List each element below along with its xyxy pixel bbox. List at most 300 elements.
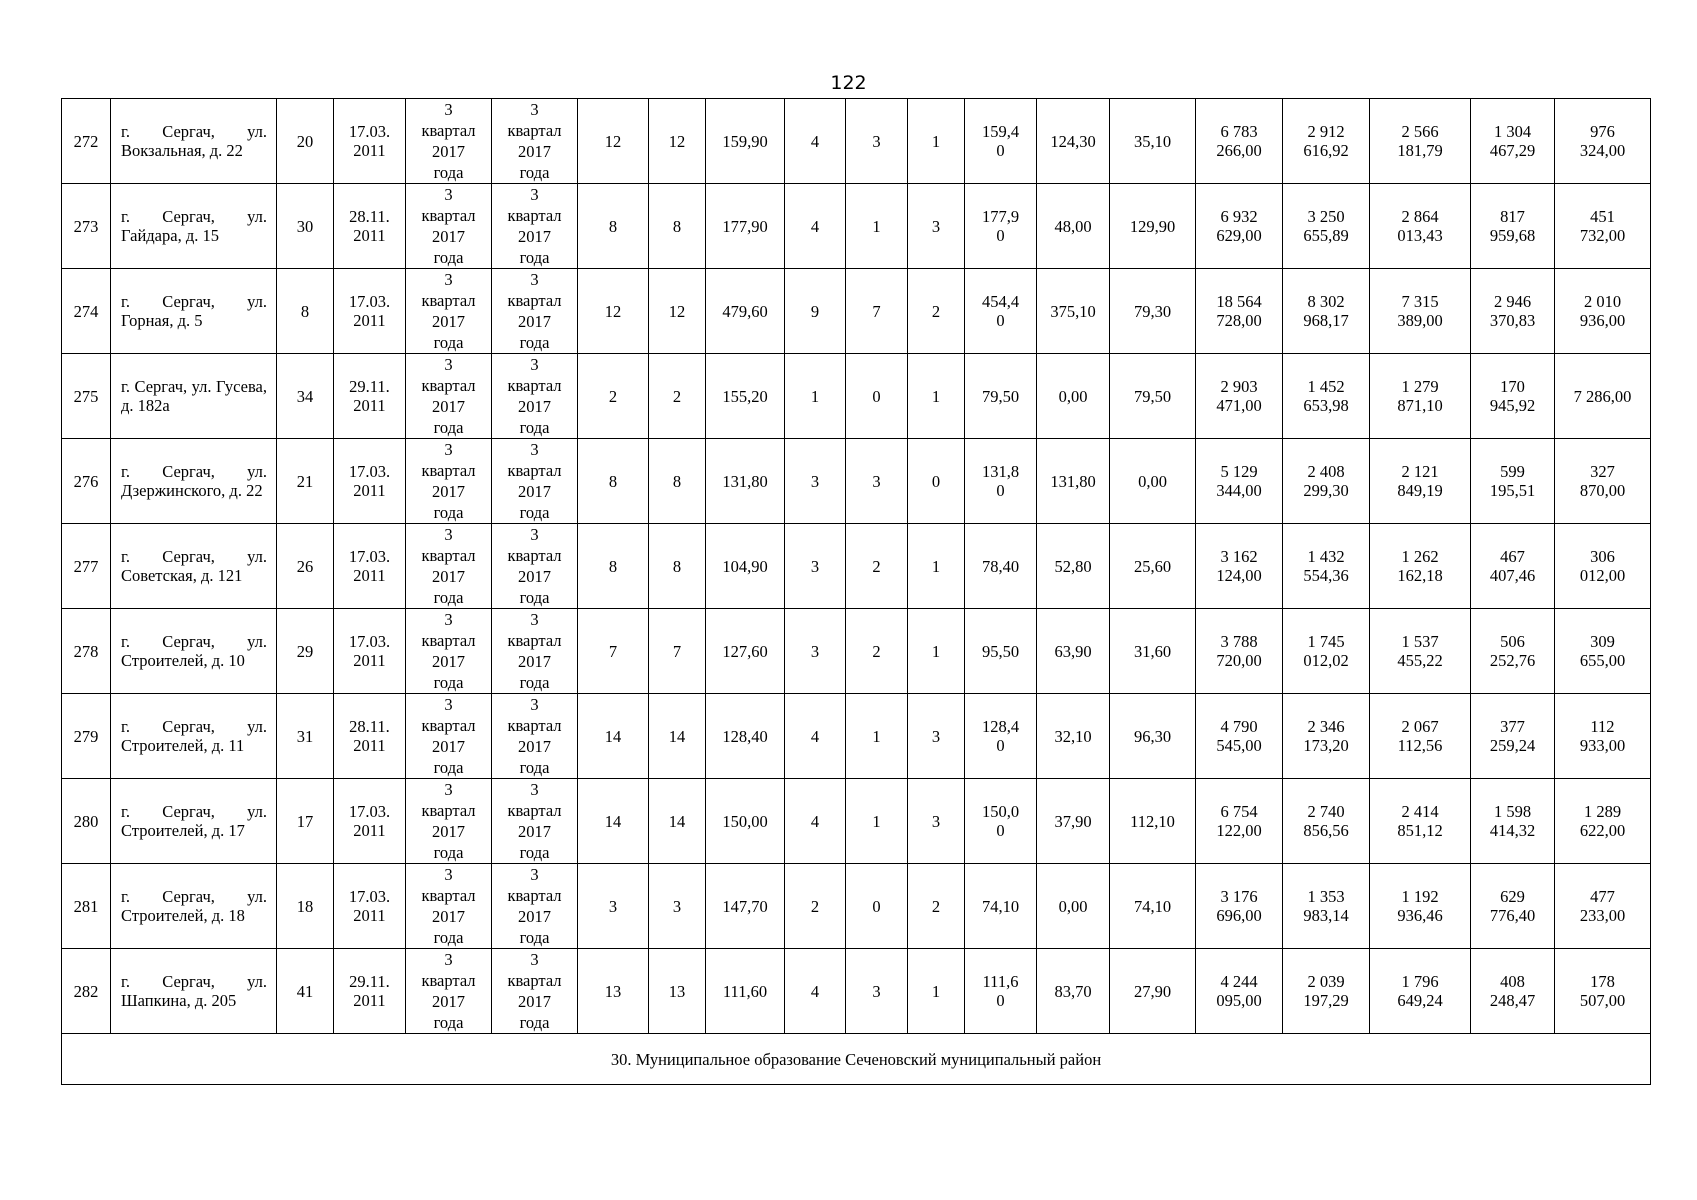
cell-line: 856,56	[1303, 821, 1349, 840]
cell-c20	[1555, 694, 1651, 779]
cell-line: 477	[1590, 887, 1615, 906]
cell-c18	[1370, 694, 1471, 779]
cell-no: 281	[62, 864, 111, 949]
cell-c20	[1555, 269, 1651, 354]
cell-line: года	[519, 418, 550, 437]
cell-line: 252,76	[1489, 651, 1536, 670]
cell-line: 2 740	[1307, 802, 1345, 821]
cell-date	[334, 864, 406, 949]
cell-line: 2017	[432, 397, 465, 416]
cell-c14: 37,90	[1037, 779, 1110, 864]
cell-line: 4 790	[1220, 717, 1258, 736]
cell-line: 170	[1500, 377, 1525, 396]
cell-no: 277	[62, 524, 111, 609]
cell-c16	[1196, 99, 1283, 184]
cell-line: 162,18	[1397, 566, 1443, 585]
cell-line: года	[433, 758, 464, 777]
cell-line: 0	[996, 736, 1005, 755]
cell-c14: 32,10	[1037, 694, 1110, 779]
cell-line: 3	[530, 525, 539, 544]
cell-c9: 155,20	[706, 354, 785, 439]
cell-date	[334, 354, 406, 439]
cell-q1	[406, 99, 492, 184]
cell-line: 197,29	[1303, 991, 1349, 1010]
cell-line: 968,17	[1303, 311, 1349, 330]
cell-line: года	[433, 418, 464, 437]
cell-c15: 79,30	[1110, 269, 1196, 354]
cell-line: 3	[530, 695, 539, 714]
cell-c10: 9	[785, 269, 846, 354]
cell-line: 4 244	[1220, 972, 1258, 991]
cell-line: квартал	[507, 716, 562, 735]
cell-line: 849,19	[1397, 481, 1443, 500]
cell-line: 3 176	[1220, 887, 1258, 906]
cell-c17	[1283, 99, 1370, 184]
cell-no: 275	[62, 354, 111, 439]
cell-line: 3	[530, 950, 539, 969]
cell-line: 1 353	[1307, 887, 1345, 906]
cell-no: 273	[62, 184, 111, 269]
cell-line: года	[433, 248, 464, 267]
cell-line: 2 903	[1220, 377, 1258, 396]
cell-c20	[1555, 354, 1651, 439]
cell-line: квартал	[421, 971, 476, 990]
cell-c8: 14	[649, 779, 706, 864]
cell-line: 233,00	[1579, 906, 1626, 925]
cell-line: 112	[1590, 717, 1615, 736]
cell-line: 128,4	[981, 717, 1020, 736]
cell-line: 3 788	[1220, 632, 1258, 651]
cell-c9: 127,60	[706, 609, 785, 694]
page-number: 122	[830, 72, 867, 94]
cell-address: г. Сергач, ул. Советская, д. 121	[111, 524, 277, 609]
cell-line: года	[433, 1013, 464, 1032]
cell-line: 732,00	[1579, 226, 1626, 245]
cell-line: 655,00	[1579, 651, 1626, 670]
cell-line: 2017	[432, 992, 465, 1011]
cell-line: 2017	[518, 142, 551, 161]
cell-line: 17.03.	[348, 887, 391, 906]
cell-c3: 17	[277, 779, 334, 864]
cell-line: 124,00	[1216, 566, 1262, 585]
cell-line: 1 452	[1307, 377, 1345, 396]
cell-line: 983,14	[1303, 906, 1349, 925]
cell-c18	[1370, 269, 1471, 354]
cell-line: 2 864	[1401, 207, 1439, 226]
cell-line: 1 796	[1401, 972, 1439, 991]
cell-c7: 2	[578, 354, 649, 439]
cell-line: 467	[1500, 547, 1525, 566]
cell-line: 1 262	[1401, 547, 1439, 566]
cell-line: 012,00	[1579, 566, 1626, 585]
cell-c9: 177,90	[706, 184, 785, 269]
cell-line: года	[519, 843, 550, 862]
cell-c10: 4	[785, 184, 846, 269]
cell-line: года	[519, 1013, 550, 1032]
cell-c12: 1	[908, 949, 965, 1034]
cell-line: 3	[444, 525, 453, 544]
cell-line: квартал	[421, 631, 476, 650]
cell-c14: 0,00	[1037, 864, 1110, 949]
cell-c7: 8	[578, 184, 649, 269]
cell-c16	[1196, 609, 1283, 694]
cell-line: 95,50	[981, 641, 1020, 661]
cell-line: 17.03.	[348, 632, 391, 651]
cell-c13	[965, 694, 1037, 779]
cell-address: г. Сергач, ул. Горная, д. 5	[111, 269, 277, 354]
cell-c13	[965, 524, 1037, 609]
table-row	[62, 439, 1651, 524]
cell-c14: 131,80	[1037, 439, 1110, 524]
cell-date	[334, 609, 406, 694]
cell-c3: 29	[277, 609, 334, 694]
cell-c11: 0	[846, 864, 908, 949]
cell-line: 177,9	[981, 207, 1020, 226]
cell-c8: 8	[649, 524, 706, 609]
cell-line: 467,29	[1489, 141, 1536, 160]
table-row	[62, 184, 1651, 269]
cell-line: 324,00	[1579, 141, 1626, 160]
cell-c20	[1555, 864, 1651, 949]
cell-line: 1 304	[1493, 122, 1532, 141]
cell-q2	[492, 439, 578, 524]
cell-line: 3 162	[1220, 547, 1258, 566]
cell-line: 0	[996, 141, 1005, 160]
cell-line: 2011	[353, 311, 386, 330]
cell-c15: 31,60	[1110, 609, 1196, 694]
cell-line: 629,00	[1216, 226, 1262, 245]
cell-line: 2 414	[1401, 802, 1439, 821]
cell-line: 545,00	[1216, 736, 1262, 755]
cell-c11: 3	[846, 949, 908, 1034]
cell-c9: 147,70	[706, 864, 785, 949]
cell-c9: 479,60	[706, 269, 785, 354]
cell-line: 3	[444, 355, 453, 374]
cell-line: 013,43	[1397, 226, 1443, 245]
cell-c20	[1555, 524, 1651, 609]
cell-c8: 2	[649, 354, 706, 439]
cell-c8: 7	[649, 609, 706, 694]
cell-c7: 12	[578, 269, 649, 354]
cell-date	[334, 779, 406, 864]
cell-c10: 3	[785, 609, 846, 694]
cell-line: 407,46	[1489, 566, 1536, 585]
cell-q1	[406, 524, 492, 609]
cell-line: 2 067	[1401, 717, 1439, 736]
cell-line: 2017	[518, 312, 551, 331]
cell-q1	[406, 354, 492, 439]
cell-line: квартал	[507, 376, 562, 395]
cell-c19	[1471, 949, 1555, 1034]
cell-line: 2011	[353, 141, 386, 160]
cell-c19	[1471, 439, 1555, 524]
cell-c14: 63,90	[1037, 609, 1110, 694]
cell-line: 3	[530, 440, 539, 459]
cell-line: года	[519, 503, 550, 522]
cell-q1	[406, 609, 492, 694]
table-row	[62, 609, 1651, 694]
cell-line: квартал	[507, 886, 562, 905]
cell-c9: 159,90	[706, 99, 785, 184]
cell-c13	[965, 439, 1037, 524]
cell-q2	[492, 269, 578, 354]
cell-line: 6 754	[1220, 802, 1258, 821]
cell-line: 2011	[353, 991, 386, 1010]
cell-c10: 4	[785, 99, 846, 184]
cell-line: квартал	[507, 971, 562, 990]
cell-line: 2017	[518, 227, 551, 246]
cell-line: 111,6	[982, 972, 1019, 991]
cell-line: 370,83	[1489, 311, 1536, 330]
cell-line: 451	[1590, 207, 1615, 226]
cell-line: 2011	[353, 396, 386, 415]
cell-c12: 1	[908, 524, 965, 609]
cell-c10: 4	[785, 779, 846, 864]
cell-c7: 3	[578, 864, 649, 949]
cell-line: года	[519, 758, 550, 777]
cell-no: 278	[62, 609, 111, 694]
cell-c17	[1283, 609, 1370, 694]
cell-c3: 8	[277, 269, 334, 354]
cell-line: 2 039	[1307, 972, 1345, 991]
cell-line: 6 932	[1220, 207, 1258, 226]
cell-line: 2011	[353, 906, 386, 925]
cell-c13	[965, 609, 1037, 694]
cell-line: 851,12	[1397, 821, 1443, 840]
cell-line: 0	[996, 821, 1005, 840]
cell-c19	[1471, 184, 1555, 269]
cell-line: 2017	[518, 567, 551, 586]
cell-line: года	[519, 248, 550, 267]
cell-c9: 111,60	[706, 949, 785, 1034]
cell-line: 17.03.	[348, 292, 391, 311]
cell-line: 945,92	[1489, 396, 1536, 415]
cell-c18	[1370, 949, 1471, 1034]
cell-line: 1 432	[1307, 547, 1345, 566]
cell-c7: 8	[578, 524, 649, 609]
table-row	[62, 269, 1651, 354]
cell-address: г. Сергач, ул. Дзержинского, д. 22	[111, 439, 277, 524]
cell-line: 17.03.	[348, 462, 391, 481]
cell-line: года	[519, 673, 550, 692]
cell-line: 3	[530, 100, 539, 119]
cell-line: 2017	[432, 907, 465, 926]
cell-line: 616,92	[1303, 141, 1349, 160]
cell-c8: 3	[649, 864, 706, 949]
cell-c3: 18	[277, 864, 334, 949]
cell-c17	[1283, 949, 1370, 1034]
cell-c9: 104,90	[706, 524, 785, 609]
cell-line: 2 912	[1307, 122, 1345, 141]
cell-c12: 2	[908, 269, 965, 354]
cell-c10: 4	[785, 949, 846, 1034]
table-row	[62, 694, 1651, 779]
cell-c10: 1	[785, 354, 846, 439]
cell-no: 272	[62, 99, 111, 184]
cell-line: 29.11.	[349, 377, 390, 396]
cell-q2	[492, 524, 578, 609]
cell-c19	[1471, 694, 1555, 779]
cell-no: 276	[62, 439, 111, 524]
cell-line: 17.03.	[348, 122, 391, 141]
cell-c7: 14	[578, 779, 649, 864]
cell-c10: 3	[785, 439, 846, 524]
cell-c19	[1471, 354, 1555, 439]
cell-address: г. Сергач, ул. Шапкина, д. 205	[111, 949, 277, 1034]
cell-line: 2011	[353, 481, 386, 500]
cell-c19	[1471, 269, 1555, 354]
cell-c20	[1555, 609, 1651, 694]
cell-line: 1 192	[1401, 887, 1439, 906]
cell-line: 5 129	[1220, 462, 1258, 481]
cell-c15: 96,30	[1110, 694, 1196, 779]
cell-q2	[492, 694, 578, 779]
cell-line: 012,02	[1303, 651, 1349, 670]
cell-c20	[1555, 779, 1651, 864]
cell-c17	[1283, 694, 1370, 779]
cell-c16	[1196, 269, 1283, 354]
cell-line: 112,56	[1397, 736, 1443, 755]
cell-date	[334, 949, 406, 1034]
cell-q2	[492, 949, 578, 1034]
cell-line: 2011	[353, 736, 386, 755]
cell-line: 3	[530, 185, 539, 204]
cell-c16	[1196, 524, 1283, 609]
cell-line: 6 783	[1220, 122, 1258, 141]
cell-line: 377	[1500, 717, 1525, 736]
cell-line: 1 537	[1401, 632, 1439, 651]
cell-line: 696,00	[1216, 906, 1262, 925]
cell-line: 173,20	[1303, 736, 1349, 755]
cell-line: 2017	[518, 992, 551, 1011]
cell-line: 776,40	[1489, 906, 1536, 925]
cell-line: 259,24	[1489, 736, 1536, 755]
cell-c12: 2	[908, 864, 965, 949]
cell-c14: 124,30	[1037, 99, 1110, 184]
cell-c20	[1555, 99, 1651, 184]
cell-line: 976	[1590, 122, 1615, 141]
cell-line: 2017	[432, 737, 465, 756]
cell-c11: 1	[846, 184, 908, 269]
cell-line: 3	[444, 780, 453, 799]
cell-line: 2 946	[1493, 292, 1532, 311]
cell-c17	[1283, 439, 1370, 524]
cell-c8: 13	[649, 949, 706, 1034]
cell-no: 282	[62, 949, 111, 1034]
cell-line: 599	[1500, 462, 1525, 481]
cell-c16	[1196, 439, 1283, 524]
cell-c3: 21	[277, 439, 334, 524]
cell-c18	[1370, 99, 1471, 184]
cell-c15: 112,10	[1110, 779, 1196, 864]
cell-line: года	[433, 333, 464, 352]
cell-line: 389,00	[1397, 311, 1443, 330]
cell-line: 3	[530, 270, 539, 289]
cell-c3: 20	[277, 99, 334, 184]
cell-c13	[965, 949, 1037, 1034]
cell-line: 3	[444, 270, 453, 289]
cell-line: 455,22	[1397, 651, 1443, 670]
cell-line: 7 286,00	[1573, 386, 1632, 406]
cell-line: 344,00	[1216, 481, 1262, 500]
cell-line: 2011	[353, 566, 386, 585]
cell-line: 1 745	[1307, 632, 1345, 651]
cell-line: 306	[1590, 547, 1615, 566]
cell-line: 936,00	[1579, 311, 1626, 330]
cell-line: 7 315	[1401, 292, 1439, 311]
cell-c15: 129,90	[1110, 184, 1196, 269]
cell-line: 471,00	[1216, 396, 1262, 415]
cell-c11: 0	[846, 354, 908, 439]
cell-c11: 1	[846, 694, 908, 779]
cell-c12: 3	[908, 779, 965, 864]
cell-c7: 7	[578, 609, 649, 694]
cell-line: 649,24	[1397, 991, 1443, 1010]
cell-c13	[965, 354, 1037, 439]
cell-c8: 8	[649, 439, 706, 524]
cell-c17	[1283, 354, 1370, 439]
cell-date	[334, 439, 406, 524]
cell-c12: 1	[908, 609, 965, 694]
cell-line: 3	[444, 695, 453, 714]
cell-date	[334, 184, 406, 269]
cell-address: г. Сергач, ул. Гусева, д. 182а	[111, 354, 277, 439]
cell-line: квартал	[421, 206, 476, 225]
cell-c11: 1	[846, 779, 908, 864]
cell-c11: 2	[846, 524, 908, 609]
cell-c3: 31	[277, 694, 334, 779]
cell-date	[334, 524, 406, 609]
cell-c19	[1471, 99, 1555, 184]
cell-c12: 1	[908, 99, 965, 184]
cell-line: квартал	[421, 716, 476, 735]
cell-c16	[1196, 864, 1283, 949]
cell-line: 2 121	[1401, 462, 1439, 481]
cell-c3: 30	[277, 184, 334, 269]
table-row	[62, 354, 1651, 439]
cell-c16	[1196, 694, 1283, 779]
cell-q2	[492, 99, 578, 184]
cell-line: 159,4	[981, 122, 1020, 141]
table-body	[62, 99, 1651, 1085]
cell-c12: 0	[908, 439, 965, 524]
cell-line: 2017	[432, 652, 465, 671]
table-row	[62, 864, 1651, 949]
cell-c13	[965, 184, 1037, 269]
cell-c8: 12	[649, 269, 706, 354]
cell-date	[334, 99, 406, 184]
cell-c15: 25,60	[1110, 524, 1196, 609]
cell-line: 0	[996, 481, 1005, 500]
cell-line: года	[433, 843, 464, 862]
cell-line: 720,00	[1216, 651, 1262, 670]
cell-q2	[492, 354, 578, 439]
cell-line: 414,32	[1489, 821, 1536, 840]
cell-line: 195,51	[1489, 481, 1536, 500]
cell-line: 0	[996, 226, 1005, 245]
cell-line: 3	[530, 865, 539, 884]
cell-c18	[1370, 354, 1471, 439]
cell-q2	[492, 609, 578, 694]
cell-line: 817	[1500, 207, 1525, 226]
cell-line: квартал	[507, 461, 562, 480]
cell-line: 3	[530, 355, 539, 374]
cell-q1	[406, 864, 492, 949]
cell-c15: 74,10	[1110, 864, 1196, 949]
cell-c7: 8	[578, 439, 649, 524]
cell-line: года	[519, 163, 550, 182]
cell-line: 870,00	[1579, 481, 1626, 500]
